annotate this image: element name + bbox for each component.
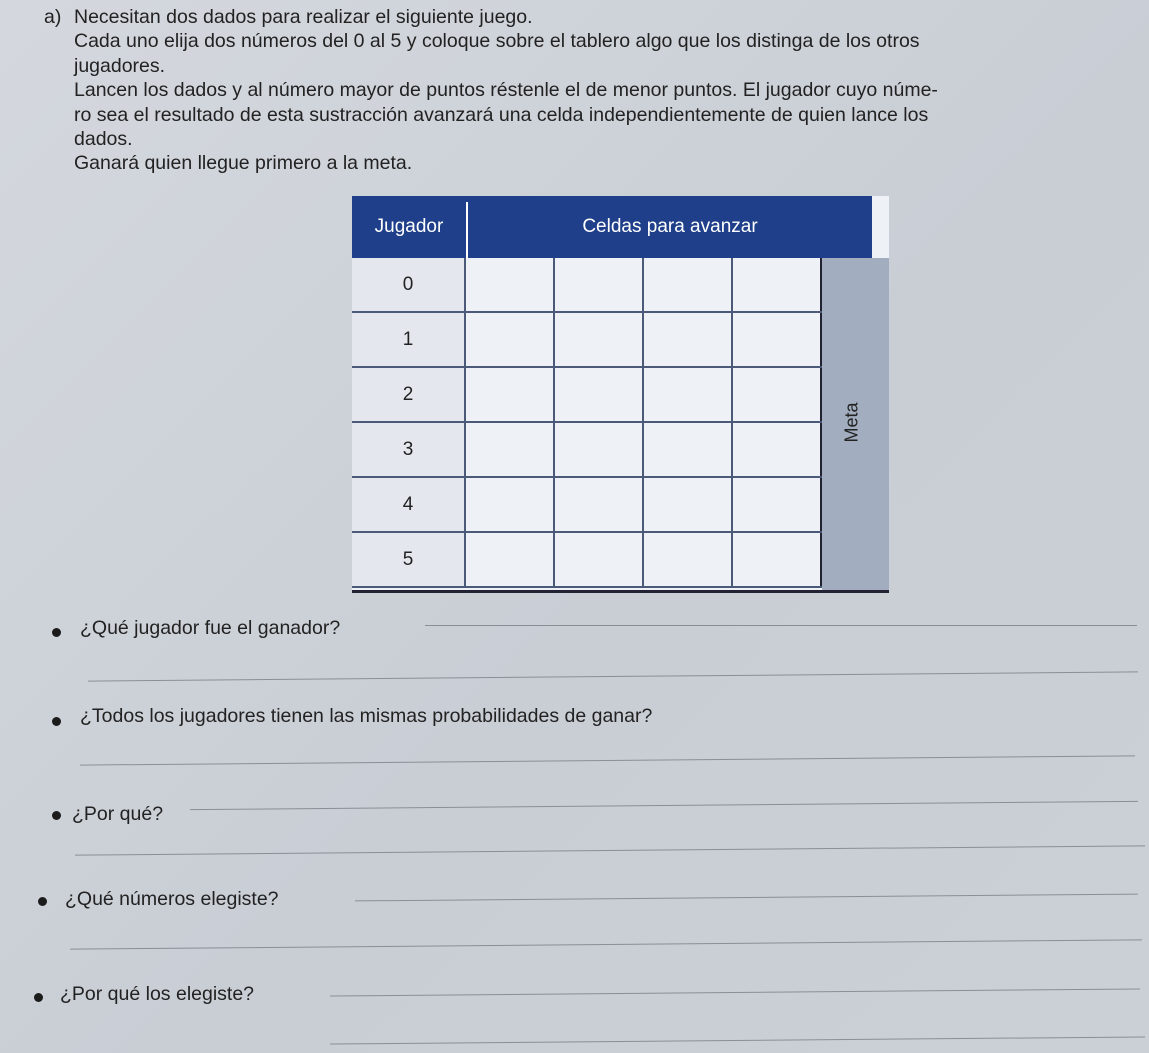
game-board: [352, 196, 889, 593]
instruction-2: Cada uno elija dos números del 0 al 5 y coloque sobre el tablero algo que los distinga de los otros: [74, 30, 920, 53]
board-cell[interactable]: [465, 312, 554, 367]
board-cell[interactable]: [732, 367, 821, 422]
exercise-text: [74, 5, 1134, 176]
bullet-icon: [52, 811, 61, 820]
instruction-1: Necesitan dos dados para realizar el siguiente juego.: [74, 6, 533, 28]
board-cell[interactable]: [465, 258, 554, 312]
board-cell[interactable]: [643, 367, 732, 422]
cells-column-header: Celdas para avanzar: [582, 216, 758, 237]
question-winner: ¿Qué jugador fue el ganador?: [80, 617, 341, 639]
board-cell[interactable]: [465, 367, 554, 422]
bullet-icon: [52, 717, 61, 726]
board-cell[interactable]: [732, 532, 821, 587]
player-number: 3: [352, 422, 465, 477]
exercise-letter: a): [44, 6, 62, 28]
board-header: [352, 196, 872, 258]
board-cell[interactable]: [465, 477, 554, 532]
player-number: 1: [352, 312, 465, 367]
board-row: [352, 258, 821, 312]
board-cell[interactable]: [732, 422, 821, 477]
board-cell[interactable]: [643, 258, 732, 312]
bullet-icon: [52, 628, 61, 637]
board-cell[interactable]: [465, 422, 554, 477]
board-row: [352, 532, 821, 587]
goal-label: Meta: [841, 401, 862, 443]
board-cell[interactable]: [643, 422, 732, 477]
board-cell[interactable]: [732, 258, 821, 312]
board-grid: [352, 258, 822, 588]
question-equal-chances: ¿Todos los jugadores tienen las mismas probabilidades de ganar?: [80, 705, 653, 727]
board-cell[interactable]: [554, 532, 643, 587]
board-cell[interactable]: [643, 312, 732, 367]
board-cell[interactable]: [554, 422, 643, 477]
instruction-4: Lancen los dados y al número mayor de puntos réstenle el de menor puntos. El jugador cuyo núme-: [74, 79, 938, 102]
player-number: 4: [352, 477, 465, 532]
player-number: 2: [352, 367, 465, 422]
board-cell[interactable]: [732, 477, 821, 532]
board-cell[interactable]: [465, 532, 554, 587]
board-cell[interactable]: [554, 477, 643, 532]
bullet-icon: [34, 993, 43, 1002]
player-column-header: Jugador: [374, 216, 444, 237]
board-row: [352, 367, 821, 422]
question-why-chosen: ¿Por qué los elegiste?: [60, 983, 255, 1005]
instruction-6: dados.: [74, 128, 133, 151]
answer-line[interactable]: [425, 625, 1137, 626]
player-number: 5: [352, 532, 465, 587]
instruction-3: jugadores.: [74, 54, 166, 77]
board-row: [352, 422, 821, 477]
board-cell[interactable]: [732, 312, 821, 367]
board-row: [352, 477, 821, 532]
instruction-7: Ganará quien llegue primero a la meta.: [74, 152, 413, 175]
bullet-icon: [38, 897, 47, 906]
board-cell[interactable]: [554, 367, 643, 422]
player-number: 0: [352, 258, 465, 312]
board-cell[interactable]: [643, 477, 732, 532]
instruction-5: ro sea el resultado de esta sustracción avanzará una celda independientemente de quien lance los: [74, 103, 929, 126]
question-chosen-numbers: ¿Qué números elegiste?: [65, 888, 279, 910]
board-cell[interactable]: [643, 532, 732, 587]
board-cell[interactable]: [554, 258, 643, 312]
board-bottom-border: [352, 590, 889, 593]
board-row: [352, 312, 821, 367]
board-cell[interactable]: [554, 312, 643, 367]
question-why: ¿Por qué?: [72, 803, 164, 825]
